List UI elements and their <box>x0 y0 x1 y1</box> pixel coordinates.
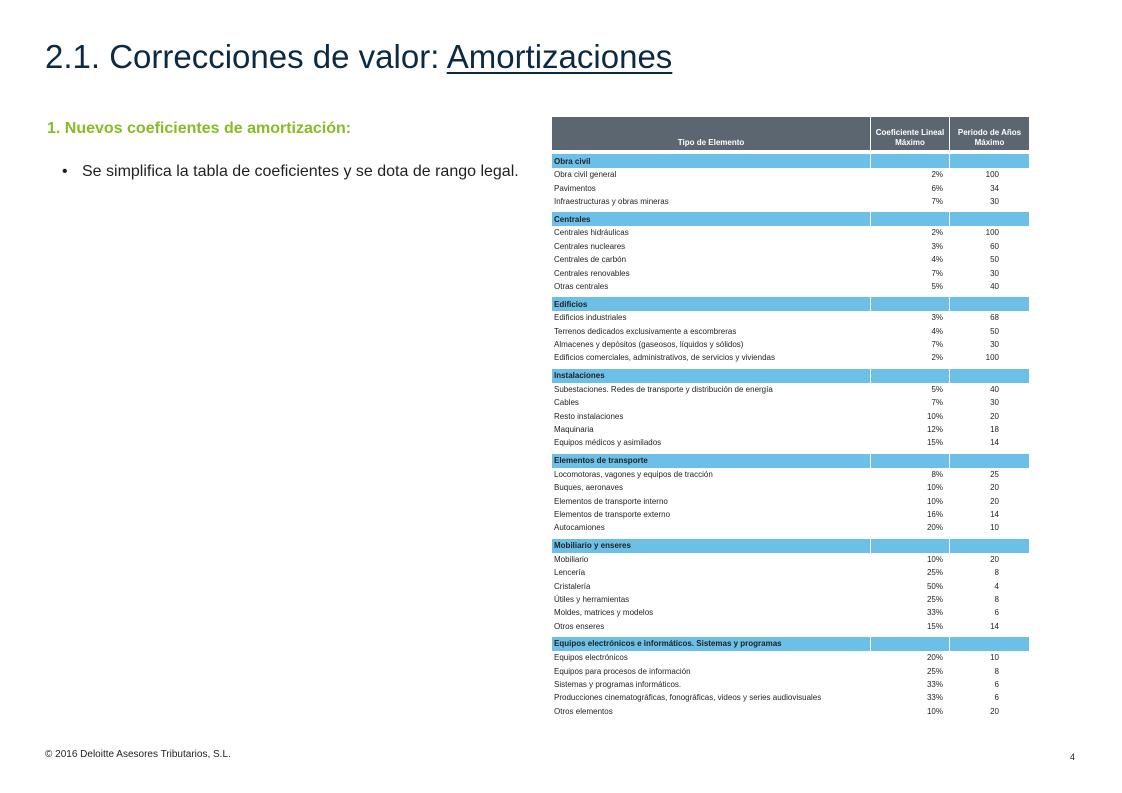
coefficient-cell: 10% <box>926 706 943 716</box>
table-row <box>552 195 1029 208</box>
table-row <box>552 705 1029 718</box>
element-type-cell: Equipos para procesos de información <box>554 666 691 676</box>
table-header-row <box>552 117 1029 150</box>
element-type-cell: Cristalería <box>554 581 591 591</box>
section-header-row <box>552 454 1029 468</box>
table-row <box>552 266 1029 279</box>
section-cell-empty <box>870 212 949 226</box>
element-type-cell: Edificios comerciales, administrativos, de servicios y viviendas <box>554 353 775 363</box>
period-years-cell: 25 <box>990 469 999 479</box>
period-years-cell: 10 <box>990 653 999 663</box>
table-row <box>552 325 1029 338</box>
period-years-cell: 40 <box>990 281 999 291</box>
period-years-cell: 100 <box>985 170 999 180</box>
coefficient-cell: 33% <box>926 679 943 689</box>
section-cell-empty <box>949 154 1029 168</box>
section-name: Instalaciones <box>552 369 870 383</box>
section-cell-empty <box>870 369 949 383</box>
section-cell-empty <box>870 637 949 651</box>
section-cell-empty <box>870 297 949 311</box>
section-name: Centrales <box>552 212 870 226</box>
coefficient-cell: 10% <box>926 554 943 564</box>
period-years-cell: 30 <box>990 196 999 206</box>
period-years-cell: 20 <box>990 706 999 716</box>
period-years-cell: 20 <box>990 483 999 493</box>
table-row <box>552 168 1029 181</box>
element-type-cell: Mobiliario <box>554 554 589 564</box>
section-header-row <box>552 369 1029 383</box>
coefficient-cell: 16% <box>926 510 943 519</box>
header-tipo-elemento: Tipo de Elemento <box>552 117 870 150</box>
period-years-cell: 60 <box>990 241 999 251</box>
table-row <box>552 664 1029 677</box>
table-row <box>552 620 1029 633</box>
element-type-cell: Equipos electrónicos <box>554 653 628 663</box>
coefficient-cell: 2% <box>931 170 943 180</box>
section-cell-empty <box>949 637 1029 651</box>
coefficient-cell: 33% <box>926 693 943 703</box>
coefficient-cell: 15% <box>926 438 943 448</box>
element-type-cell: Moldes, matrices y modelos <box>554 608 654 618</box>
element-type-cell: Edificios industriales <box>554 313 627 323</box>
table-row <box>552 383 1029 396</box>
table-row <box>552 468 1029 481</box>
slide-title <box>45 38 672 76</box>
element-type-cell: Sistemas y programas informáticos. <box>554 679 682 689</box>
period-years-cell: 20 <box>990 496 999 506</box>
coefficient-cell: 20% <box>926 523 943 533</box>
element-type-cell: Almacenes y depósitos (gaseosos, líquidos y sólidos) <box>554 340 744 350</box>
table-row <box>552 678 1029 691</box>
element-type-cell: Subestaciones. Redes de transporte y distribución de energía <box>554 384 773 394</box>
page-number: 4 <box>1070 752 1076 762</box>
table-row <box>552 691 1029 704</box>
coefficient-cell: 5% <box>931 281 943 291</box>
section-name: Elementos de transporte <box>552 454 870 468</box>
coefficient-cell: 10% <box>926 496 943 506</box>
section-name: Mobiliario y enseres <box>552 539 870 553</box>
coefficient-cell: 12% <box>926 425 943 435</box>
element-type-cell: Resto instalaciones <box>554 411 624 421</box>
table-row <box>552 409 1029 422</box>
slide-title-prefix: 2.1. Correcciones de valor: <box>45 38 447 75</box>
table-row <box>552 508 1029 521</box>
table-row <box>552 240 1029 253</box>
element-type-cell: Locomotoras, vagones y equipos de tracción <box>554 469 713 479</box>
element-type-cell: Lencería <box>554 568 586 578</box>
coefficient-cell: 25% <box>926 666 943 676</box>
table-row <box>552 579 1029 592</box>
coefficient-cell: 5% <box>931 384 943 394</box>
period-years-cell: 30 <box>990 340 999 350</box>
period-years-cell: 50 <box>990 326 999 336</box>
element-type-cell: Otros elementos <box>554 706 613 716</box>
table-row <box>552 651 1029 664</box>
element-type-cell: Centrales nucleares <box>554 241 626 251</box>
period-years-cell: 20 <box>990 411 999 421</box>
element-type-cell: Centrales renovables <box>554 268 630 278</box>
period-years-cell: 34 <box>990 183 999 193</box>
table-row <box>552 351 1029 364</box>
section-name: Equipos electrónicos e informáticos. Sistemas y programas <box>552 637 870 651</box>
period-years-cell: 30 <box>990 268 999 278</box>
period-years-cell: 100 <box>985 353 999 363</box>
element-type-cell: Terrenos dedicados exclusivamente a escombreras <box>554 326 737 336</box>
bullet-marker: • <box>62 163 68 180</box>
element-type-cell: Centrales de carbón <box>554 255 627 265</box>
section-header-row <box>552 212 1029 226</box>
coefficient-cell: 15% <box>926 621 943 631</box>
coefficient-cell: 10% <box>926 483 943 493</box>
section-cell-empty <box>949 212 1029 226</box>
period-years-cell: 8 <box>994 666 999 676</box>
period-years-cell: 4 <box>994 581 999 591</box>
table-row <box>552 481 1029 494</box>
period-years-cell: 40 <box>990 384 999 394</box>
section-cell-empty <box>870 154 949 168</box>
table-row <box>552 593 1029 606</box>
table-row <box>552 181 1029 194</box>
element-type-cell: Elementos de transporte interno <box>554 496 668 506</box>
element-type-cell: Autocamiones <box>554 523 605 533</box>
table-row <box>552 553 1029 566</box>
table-row <box>552 521 1029 534</box>
period-years-cell: 68 <box>990 313 999 323</box>
slide-title-link[interactable]: Amortizaciones <box>446 38 673 75</box>
coefficient-cell: 7% <box>931 196 943 206</box>
element-type-cell: Elementos de transporte externo <box>554 510 671 519</box>
section-header-row <box>552 297 1029 311</box>
period-years-cell: 10 <box>990 523 999 533</box>
coefficient-cell: 4% <box>931 255 943 265</box>
table-body <box>552 150 1029 718</box>
element-type-cell: Otras centrales <box>554 281 609 291</box>
coefficient-cell: 50% <box>926 581 943 591</box>
section-name: Edificios <box>552 297 870 311</box>
period-years-cell: 14 <box>990 621 999 631</box>
coefficient-cell: 2% <box>931 228 943 238</box>
coefficient-cell: 7% <box>931 268 943 278</box>
element-type-cell: Buques, aeronaves <box>554 483 623 493</box>
coefficients-table <box>552 117 1029 718</box>
section-cell-empty <box>870 454 949 468</box>
header-periodo: Periodo de Años Máximo <box>949 117 1029 150</box>
coefficient-cell: 25% <box>926 568 943 578</box>
period-years-cell: 6 <box>994 693 999 703</box>
element-type-cell: Infraestructuras y obras mineras <box>554 196 669 206</box>
coefficient-cell: 8% <box>931 469 943 479</box>
period-years-cell: 100 <box>985 228 999 238</box>
table-row <box>552 396 1029 409</box>
element-type-cell: Pavimentos <box>554 183 596 193</box>
table-row <box>552 253 1029 266</box>
section-cell-empty <box>949 454 1029 468</box>
section-header-row <box>552 637 1029 651</box>
table-row <box>552 566 1029 579</box>
element-type-cell: Producciones cinematográficas, fonográficas, videos y series audiovisuales <box>554 693 822 703</box>
period-years-cell: 14 <box>990 438 999 448</box>
section-subtitle: 1. Nuevos coeficientes de amortización: <box>47 120 352 137</box>
section-name: Obra civil <box>552 154 870 168</box>
section-cell-empty <box>949 539 1029 553</box>
section-cell-empty <box>949 297 1029 311</box>
element-type-cell: Otros enseres <box>554 621 605 631</box>
period-years-cell: 50 <box>990 255 999 265</box>
element-type-cell: Cables <box>554 398 579 408</box>
header-coeficiente: Coeficiente Lineal Máximo <box>870 117 949 150</box>
footer-copyright: © 2016 Deloitte Asesores Tributarios, S.L. <box>45 749 231 760</box>
coefficient-cell: 7% <box>931 340 943 350</box>
coefficient-cell: 3% <box>931 313 943 323</box>
element-type-cell: Centrales hidráulicas <box>554 228 629 238</box>
coefficient-cell: 6% <box>931 183 943 193</box>
period-years-cell: 18 <box>990 425 999 435</box>
period-years-cell: 14 <box>990 510 999 519</box>
section-cell-empty <box>870 539 949 553</box>
table-row <box>552 226 1029 239</box>
coefficient-cell: 4% <box>931 326 943 336</box>
coefficient-cell: 7% <box>931 398 943 408</box>
table-row <box>552 280 1029 293</box>
section-header-row <box>552 154 1029 168</box>
table-row <box>552 436 1029 449</box>
period-years-cell: 20 <box>990 554 999 564</box>
bullet-point <box>62 160 542 184</box>
coefficient-cell: 10% <box>926 411 943 421</box>
coefficient-cell: 2% <box>931 353 943 363</box>
coefficient-cell: 20% <box>926 653 943 663</box>
coefficient-cell: 33% <box>926 608 943 618</box>
element-type-cell: Equipos médicos y asimilados <box>554 438 662 448</box>
period-years-cell: 8 <box>994 594 999 604</box>
coefficient-cell: 3% <box>931 241 943 251</box>
table-row <box>552 338 1029 351</box>
table-row <box>552 606 1029 619</box>
period-years-cell: 30 <box>990 398 999 408</box>
element-type-cell: Maquinaria <box>554 425 594 435</box>
section-cell-empty <box>949 369 1029 383</box>
section-header-row <box>552 539 1029 553</box>
table-row <box>552 423 1029 436</box>
period-years-cell: 6 <box>994 608 999 618</box>
table-row <box>552 494 1029 507</box>
bullet-text: Se simplifica la tabla de coeficientes y se dota de rango legal. <box>82 163 519 180</box>
table-row <box>552 311 1029 324</box>
element-type-cell: Útiles y herramientas <box>554 594 630 604</box>
element-type-cell: Obra civil general <box>554 170 617 180</box>
coefficient-cell: 25% <box>926 594 943 604</box>
period-years-cell: 6 <box>994 679 999 689</box>
period-years-cell: 8 <box>994 568 999 578</box>
